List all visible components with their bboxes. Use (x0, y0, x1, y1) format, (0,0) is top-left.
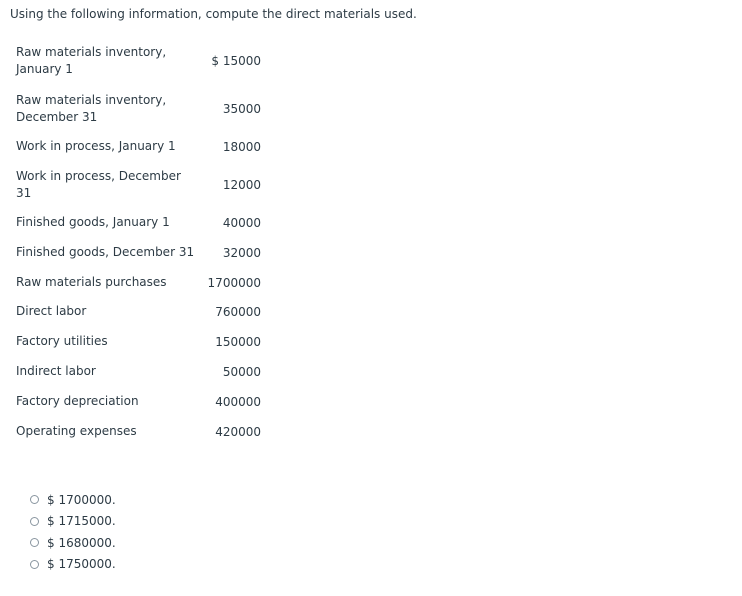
radio-button[interactable] (30, 517, 39, 526)
row-value: 32000 (222, 245, 261, 260)
option-label: $ 1750000. (47, 557, 116, 572)
table-row (16, 168, 261, 202)
table-row (16, 44, 261, 78)
row-label: Work in process, January 1 (16, 139, 176, 153)
row-label: Finished goods, December 31 (16, 245, 195, 259)
answer-options (30, 489, 116, 575)
table-row (16, 393, 261, 410)
radio-button[interactable] (30, 560, 39, 569)
table-row (16, 214, 261, 231)
row-value: 50000 (222, 364, 261, 379)
row-value: 420000 (215, 424, 261, 439)
table-row (16, 92, 261, 126)
row-label: Raw materials inventory, January 1 (16, 45, 167, 76)
table-row (16, 244, 261, 261)
row-label: Indirect labor (16, 364, 96, 378)
row-value: 40000 (222, 215, 261, 230)
option-label: $ 1680000. (47, 535, 116, 550)
option-label: $ 1700000. (47, 492, 116, 507)
answer-option[interactable] (30, 532, 116, 554)
option-label: $ 1715000. (47, 514, 116, 529)
row-value: 1700000 (207, 275, 261, 290)
table-row (16, 138, 261, 155)
row-label: Operating expenses (16, 424, 137, 438)
row-label: Raw materials inventory, December 31 (16, 93, 167, 124)
table-row (16, 423, 261, 440)
question-text: Using the following information, compute the direct materials used. (10, 7, 417, 21)
table-row (16, 274, 261, 291)
row-label: Direct labor (16, 304, 87, 318)
row-label: Factory depreciation (16, 394, 139, 408)
row-value: 35000 (222, 102, 261, 116)
table-row (16, 303, 261, 320)
radio-button[interactable] (30, 538, 39, 547)
row-value: 18000 (222, 139, 261, 154)
answer-option[interactable] (30, 554, 116, 576)
row-value: 400000 (215, 394, 261, 409)
row-label: Finished goods, January 1 (16, 215, 170, 229)
table-row (16, 363, 261, 380)
row-label: Work in process, December 31 (16, 169, 181, 200)
radio-button[interactable] (30, 495, 39, 504)
row-label: Factory utilities (16, 334, 108, 348)
answer-option[interactable] (30, 489, 116, 511)
row-value: $ 15000 (211, 54, 261, 68)
row-value: 150000 (215, 334, 261, 349)
table-row (16, 333, 261, 350)
row-value: 760000 (215, 304, 261, 319)
row-label: Raw materials purchases (16, 275, 167, 289)
row-value: 12000 (222, 178, 261, 192)
answer-option[interactable] (30, 511, 116, 533)
